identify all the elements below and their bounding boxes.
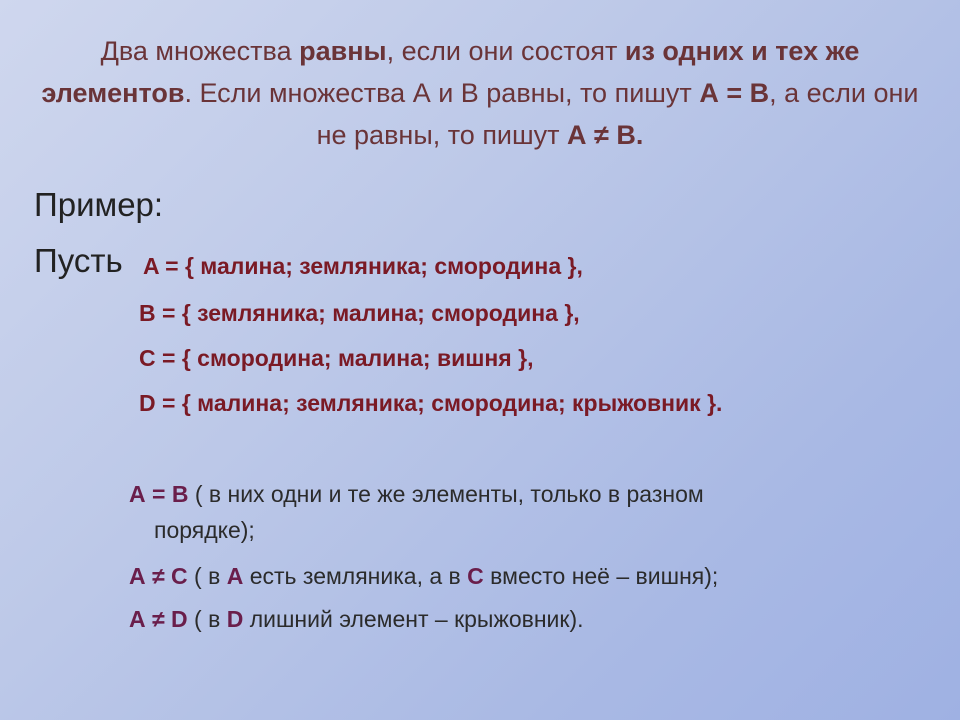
result-key: А = В xyxy=(129,481,189,507)
result-a-eq-b xyxy=(129,476,704,512)
let-label: Пусть xyxy=(34,242,123,279)
definition-text: . Если множества А и В равны, то пишут xyxy=(184,78,700,108)
result-text: вместо неё – вишня); xyxy=(483,563,719,589)
result-key: А ≠ С xyxy=(129,563,188,589)
result-text: ( в xyxy=(187,563,227,589)
result-key: С xyxy=(467,563,484,589)
result-key: А ≠ D xyxy=(129,606,188,632)
definition-bold: А ≠ В. xyxy=(567,120,644,150)
set-c: C = { смородина; малина; вишня }, xyxy=(139,345,534,371)
set-d: D = { малина; земляника; смородина; крыжовник }. xyxy=(139,390,723,416)
result-text: ( в xyxy=(187,606,227,632)
result-text: есть земляника, а в xyxy=(243,563,468,589)
result-key: D xyxy=(226,606,244,632)
result-key: А xyxy=(226,563,244,589)
definition-text: Два множества xyxy=(100,36,300,66)
result-a-neq-c xyxy=(129,558,718,594)
set-a: A = { малина; земляника; смородина }, xyxy=(143,253,583,279)
result-text: ( в них одни и те же элементы, только в разном xyxy=(188,481,704,507)
definition-text: , а если они не равны, то пишут xyxy=(316,78,919,150)
example-heading: Пример: xyxy=(34,186,164,223)
result-text: лишний элемент – крыжовник). xyxy=(243,606,584,632)
definition-paragraph xyxy=(40,30,920,156)
set-b: B = { земляника; малина; смородина }, xyxy=(139,300,580,326)
result-a-eq-b-cont: порядке); xyxy=(154,517,255,543)
definition-bold: равны xyxy=(299,36,387,66)
result-a-neq-d xyxy=(129,601,584,637)
definition-bold: из одних и тех же элементов xyxy=(41,36,860,108)
definition-bold: А = В xyxy=(699,78,770,108)
definition-text: , если они состоят xyxy=(386,36,625,66)
